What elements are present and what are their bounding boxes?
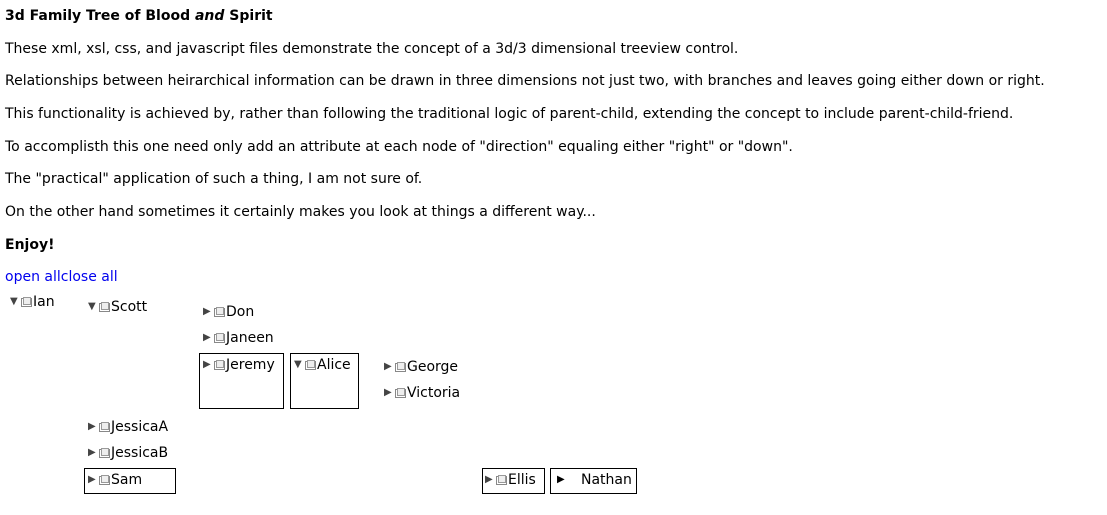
- node-label: Victoria: [407, 384, 461, 401]
- tree-node-don[interactable]: [203, 302, 254, 322]
- tree-controls: [5, 269, 118, 286]
- node-label: Scott: [111, 298, 148, 315]
- tree-node-george[interactable]: [384, 357, 458, 377]
- tree-node-victoria[interactable]: [384, 383, 460, 403]
- folder-icon: [214, 360, 225, 370]
- node-label: Don: [226, 303, 255, 320]
- triangle-right-icon[interactable]: ▶: [384, 387, 392, 398]
- folder-icon: [395, 388, 406, 398]
- folder-icon: [214, 333, 225, 343]
- folder-icon: [99, 302, 110, 312]
- intro-paragraph-4: To accomplisth this one need only add an attribute at each node of "direction" equaling either "right" or "down".: [5, 139, 793, 155]
- intro-paragraph-2: Relationships between heirarchical information can be drawn in three dimensions not just two, with branches and leaves going either down or right.: [5, 73, 1045, 89]
- node-label: Ellis: [508, 471, 536, 488]
- tree-node-jeremy[interactable]: [203, 355, 275, 375]
- intro-paragraph-6: On the other hand sometimes it certainly makes you look at things a different way...: [5, 204, 596, 220]
- folder-icon: [395, 362, 406, 372]
- folder-icon: [99, 475, 110, 485]
- folder-icon: [99, 448, 110, 458]
- node-label: Ian: [33, 293, 55, 310]
- tree-node-ellis[interactable]: [485, 470, 536, 490]
- triangle-right-icon[interactable]: ▶: [88, 421, 96, 432]
- triangle-down-icon[interactable]: ▼: [88, 301, 96, 312]
- triangle-right-icon[interactable]: ▶: [384, 361, 392, 372]
- triangle-right-icon[interactable]: ▶: [88, 474, 96, 485]
- folder-icon: [99, 422, 110, 432]
- tree-node-sam[interactable]: [88, 470, 142, 490]
- tree-node-janeen[interactable]: [203, 328, 274, 348]
- tree-node-jessicaA[interactable]: [88, 417, 168, 437]
- folder-icon: [214, 307, 225, 317]
- node-label: Janeen: [226, 329, 274, 346]
- intro-paragraph-1: These xml, xsl, css, and javascript files demonstrate the concept of a 3d/3 dimensional treeview control.: [5, 41, 739, 57]
- triangle-right-icon[interactable]: ▶: [203, 306, 211, 317]
- tree-node-nathan[interactable]: [557, 470, 632, 490]
- triangle-right-icon[interactable]: ▶: [485, 474, 493, 485]
- folder-icon: [496, 475, 507, 485]
- intro-paragraph-5: The "practical" application of such a thing, I am not sure of.: [5, 171, 423, 187]
- tree-node-scott[interactable]: [88, 297, 147, 317]
- triangle-right-icon[interactable]: ▶: [88, 447, 96, 458]
- title-text-1: 3d Family Tree of Blood: [5, 8, 195, 24]
- intro-paragraph-3: This functionality is achieved by, rather than following the traditional logic of parent-child, extending the concept to include parent-child-friend.: [5, 106, 1014, 122]
- node-label: Nathan: [581, 471, 632, 488]
- enjoy-text: Enjoy!: [5, 237, 55, 253]
- node-label: George: [407, 358, 459, 375]
- triangle-right-icon[interactable]: ▶: [203, 332, 211, 343]
- node-label: JessicaB: [111, 444, 169, 461]
- triangle-right-icon[interactable]: ▶: [203, 359, 211, 370]
- tree-node-ian[interactable]: [10, 292, 55, 312]
- close-all-link[interactable]: close all: [60, 269, 118, 285]
- folder-icon: [305, 360, 316, 370]
- node-label: Jeremy: [226, 356, 275, 373]
- folder-icon: [21, 297, 32, 307]
- tree-node-jessicaB[interactable]: [88, 443, 168, 463]
- node-label: Sam: [111, 471, 143, 488]
- triangle-down-icon[interactable]: ▼: [10, 296, 18, 307]
- title-text-2: Spirit: [224, 8, 273, 24]
- node-label: JessicaA: [111, 418, 169, 435]
- triangle-right-icon[interactable]: ▶: [557, 474, 565, 485]
- title-text-italic: and: [194, 8, 225, 24]
- tree-node-alice[interactable]: [294, 355, 351, 375]
- triangle-down-icon[interactable]: ▼: [294, 359, 302, 370]
- open-all-link[interactable]: open all: [5, 269, 61, 285]
- page-title: [5, 8, 273, 25]
- node-label: Alice: [317, 356, 351, 373]
